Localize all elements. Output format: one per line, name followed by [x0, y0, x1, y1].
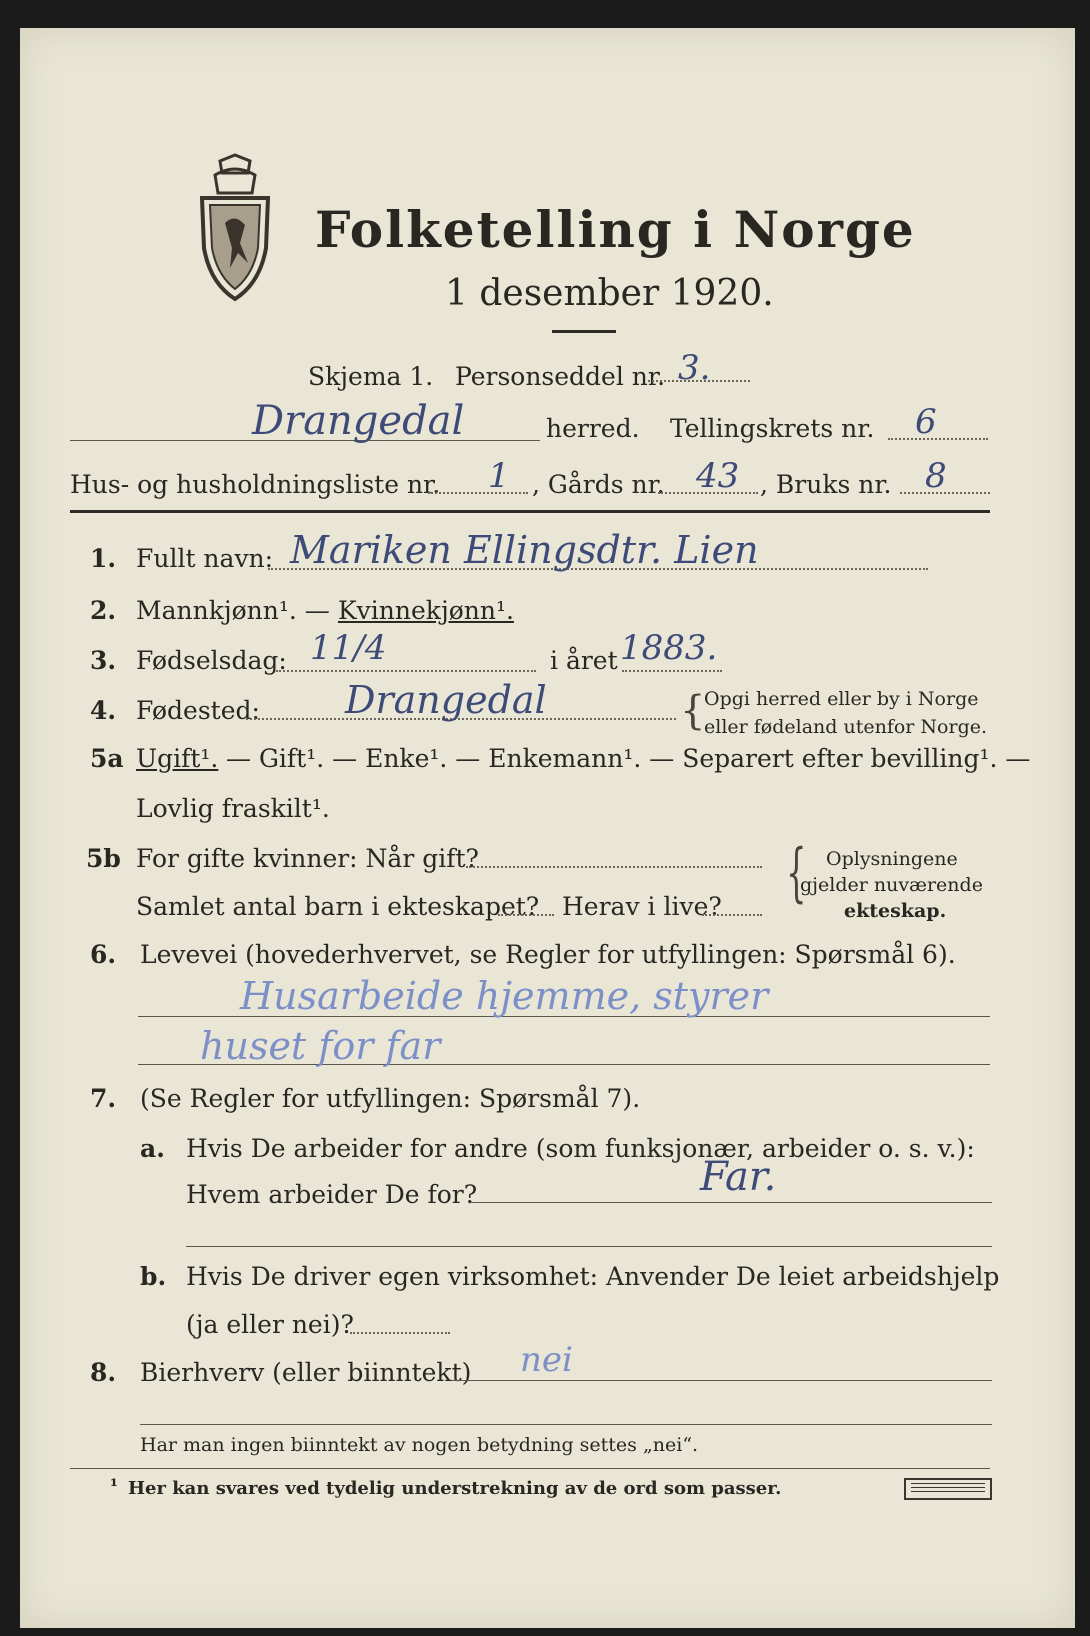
tellingskrets-line — [888, 438, 988, 440]
q5b-line-2 — [498, 914, 554, 916]
herred-value: Drangedal — [252, 398, 465, 444]
q5b-line-3 — [702, 914, 762, 916]
q5a-number: 5a — [90, 744, 124, 773]
footnote-mark: ¹ — [110, 1476, 118, 1497]
herred-label: herred. — [546, 414, 640, 443]
q5b-label-3: Herav i live? — [562, 892, 722, 921]
footnote-text: Her kan svares ved tydelig understrekning av de ord som passer. — [128, 1478, 782, 1499]
q4-number: 4. — [90, 696, 117, 725]
hus-value: 1 — [488, 456, 510, 496]
footer-separator — [70, 1468, 990, 1469]
title-divider — [552, 330, 616, 333]
bruks-label: , Bruks nr. — [760, 470, 892, 499]
q4-note-2: eller fødeland utenfor Norge. — [704, 716, 988, 738]
q5a-options: — Gift¹. — Enke¹. — Enkemann¹. — Separert efter bevilling¹. — — [226, 744, 1031, 773]
header-separator — [70, 510, 990, 513]
gards-label: , Gårds nr. — [532, 470, 665, 499]
q3-label: Fødselsdag: — [136, 646, 287, 675]
footer-note: Har man ingen biinntekt av nogen betydning settes „nei“. — [140, 1434, 699, 1456]
q4-note-1: Opgi herred eller by i Norge — [704, 688, 979, 710]
bruks-value: 8 — [925, 456, 947, 496]
q7a-letter: a. — [140, 1134, 165, 1163]
q5b-note-2: gjelder nuværende — [800, 874, 983, 896]
q8-value: nei — [520, 1340, 573, 1380]
coat-of-arms-icon — [190, 153, 280, 303]
q4-label: Fødested: — [136, 696, 260, 725]
q6-value-2: huset for far — [200, 1024, 441, 1068]
form-title: Folketelling i Norge — [315, 200, 916, 259]
q1-number: 1. — [90, 544, 117, 573]
q2-kvinne: Kvinnekjønn¹. — [338, 596, 514, 625]
q5b-note-3: ekteskap. — [844, 900, 947, 922]
tellingskrets-label: Tellingskrets nr. — [670, 414, 875, 443]
q7a-who-line — [470, 1202, 992, 1203]
q2-mann: Mannkjønn¹. — — [136, 596, 330, 625]
q8-line — [452, 1380, 992, 1381]
census-date: 1 desember 1920. — [445, 273, 774, 314]
gards-value: 43 — [696, 456, 740, 496]
q5b-number: 5b — [86, 844, 121, 873]
q5a-ugift: Ugift¹. — [136, 744, 219, 773]
q5b-label-1: For gifte kvinner: Når gift? — [136, 844, 479, 873]
q6-value-1: Husarbeide hjemme, styrer — [240, 974, 769, 1018]
q8-label: Bierhverv (eller biinntekt) — [140, 1358, 472, 1387]
q6-label: Levevei (hovederhvervet, se Regler for utfyllingen: Spørsmål 6). — [140, 940, 956, 969]
q2-number: 2. — [90, 596, 117, 625]
q8-extra-line — [140, 1424, 992, 1425]
tellingskrets-value: 6 — [915, 402, 937, 442]
hus-line — [428, 492, 528, 494]
q5b-note-1: Oplysningene — [826, 848, 958, 870]
q8-number: 8. — [90, 1358, 117, 1387]
personseddel-label: Personseddel nr. — [455, 362, 666, 391]
q3-number: 3. — [90, 646, 117, 675]
q3-line — [276, 670, 536, 672]
q7a-label: Hvis De arbeider for andre (som funksjonær, arbeider o. s. v.): — [186, 1134, 975, 1163]
q3-value: 11/4 — [310, 628, 387, 668]
q3-year-label: i året — [550, 646, 618, 675]
q7a-who-label: Hvem arbeider De for? — [186, 1180, 478, 1209]
q1-value: Mariken Ellingsdtr. Lien — [290, 528, 759, 572]
census-form-sheet — [20, 28, 1075, 1628]
q5a-line2: Lovlig fraskilt¹. — [136, 794, 330, 823]
q7-number: 7. — [90, 1084, 117, 1113]
skjema-label: Skjema 1. — [308, 362, 434, 391]
q3-year-value: 1883. — [620, 628, 718, 668]
printer-stamp — [904, 1478, 992, 1500]
q7a-who-value: Far. — [700, 1154, 777, 1200]
q5b-brace: { — [786, 836, 807, 910]
q3-year-line — [622, 670, 722, 672]
hus-label: Hus- og husholdningsliste nr. — [70, 470, 441, 499]
q5b-line-1 — [466, 866, 762, 868]
q7-label: (Se Regler for utfyllingen: Spørsmål 7). — [140, 1084, 641, 1113]
q6-number: 6. — [90, 940, 117, 969]
personseddel-value: 3. — [678, 348, 711, 388]
q5b-label-2: Samlet antal barn i ekteskapet? — [136, 892, 540, 921]
q1-label: Fullt navn: — [136, 544, 274, 573]
q4-brace: { — [680, 688, 706, 734]
q7a-extra-line — [186, 1246, 992, 1247]
q7b-label: Hvis De driver egen virksomhet: Anvender De leiet arbeidshjelp — [186, 1262, 1000, 1291]
q7b-letter: b. — [140, 1262, 167, 1291]
q7b-sub-label: (ja eller nei)? — [186, 1310, 354, 1339]
q7b-line — [350, 1332, 450, 1334]
q4-value: Drangedal — [345, 678, 547, 722]
